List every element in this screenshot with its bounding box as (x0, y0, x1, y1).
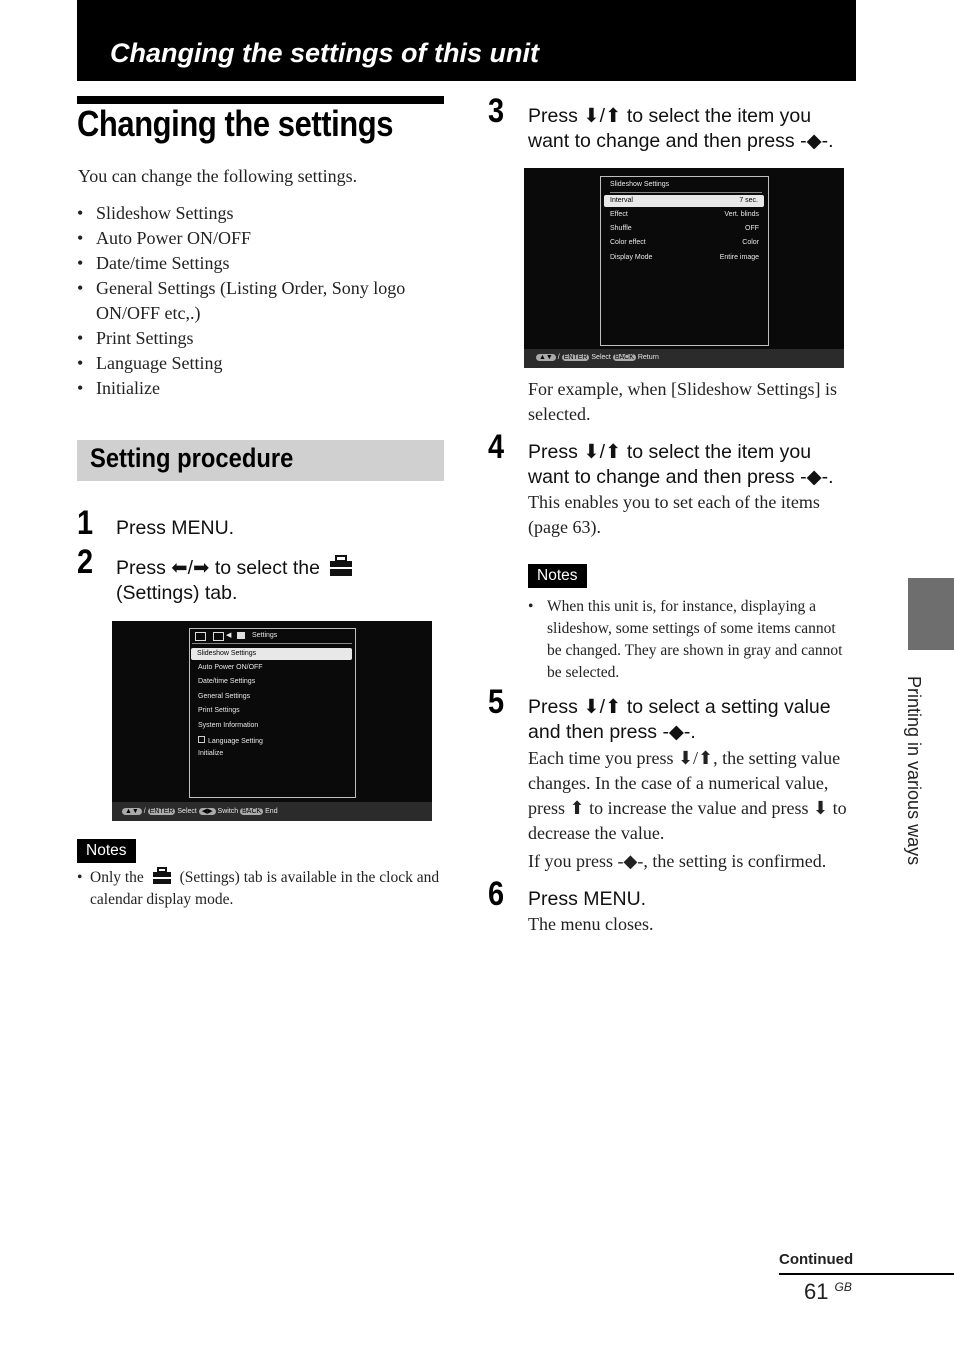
menu-item-highlighted (191, 648, 352, 660)
step-1-number: 1 (77, 504, 94, 542)
step-5-text: Press ⬇/⬆ to select a setting value and then press -◆-. (528, 696, 831, 743)
step-2-text (116, 555, 416, 606)
footer-select: Select (177, 808, 197, 815)
step-4-body: This enables you to set each of the items (page 63). (528, 492, 820, 537)
left-right-arrows-icon: ⬅/➡ (171, 557, 210, 579)
leftright-button-icon: ◀▶ (199, 808, 216, 815)
row-label: Interval (610, 197, 633, 204)
back-badge: BACK (614, 354, 634, 361)
updown-button-icon: ▲▼ (536, 354, 556, 361)
menu-footer-bar (112, 802, 432, 821)
down-up-arrows-icon: ⬇/⬆ (677, 748, 714, 768)
step-3-pre: Press (528, 105, 578, 127)
row-label: Display Mode (610, 254, 653, 261)
menu-tab-bar (192, 631, 352, 644)
settings-tab-label: Settings (252, 632, 278, 639)
note-bullet: • (77, 869, 83, 886)
up-arrow-icon: ⬆ (569, 798, 585, 818)
row-value: Entire image (719, 254, 759, 261)
step-6-text: Press MENU. (528, 888, 647, 910)
step-4-mid: to select the item you (626, 441, 812, 463)
menu-item-label: Language Setting (208, 738, 263, 745)
page-suffix: GB (834, 1280, 852, 1294)
enter-badge: ENTER (149, 808, 174, 815)
note-left-b: (Settings) tab is available in the clock and calendar display mode. (90, 869, 440, 908)
step-5-confirm (528, 849, 858, 874)
step-4-text: Press ⬇/⬆ to select the item you want to change and then press -◆-. (528, 441, 834, 488)
step-2-pre: Press (116, 557, 166, 579)
settings-list (77, 201, 437, 401)
slideshow-settings-screenshot (524, 168, 844, 368)
menu-item: Date/time Settings (198, 678, 256, 685)
row-value: OFF (745, 225, 759, 232)
step-2-post: (Settings) tab. (116, 582, 238, 604)
procedure-heading: Setting procedure (90, 443, 294, 473)
settings-tab-icon (237, 632, 245, 639)
menu-item: System Information (198, 722, 259, 729)
footer-end: End (265, 808, 278, 815)
section-banner (77, 0, 856, 81)
down-up-arrows-icon: ⬇/⬆ (583, 441, 622, 463)
note-left-a: Only the (90, 869, 144, 886)
play-tab-icon (213, 632, 224, 641)
footer-rule (779, 1273, 954, 1275)
chapter-tab (908, 578, 954, 650)
intro-text: You can change the following settings. (78, 166, 358, 186)
step-5-body-a: Each time you press (528, 748, 674, 768)
list-item: • Slideshow Settings (77, 201, 437, 226)
step-6-number: 6 (488, 875, 505, 913)
note-right-text: When this unit is, for instance, displaying a slideshow, some settings of some items cannot be changed. They are shown in gray and cannot be selected. (547, 598, 843, 681)
list-item: • Initialize (77, 376, 437, 401)
procedure-heading-box (77, 440, 444, 481)
step-2-number: 2 (77, 543, 94, 581)
footer-switch: Switch (217, 808, 239, 815)
settings-row-highlighted (604, 195, 764, 207)
menu-item-label: Slideshow Settings (197, 650, 257, 657)
enter-center-icon: -◆- (800, 130, 829, 152)
slideshow-heading: Slideshow Settings (610, 181, 762, 193)
note-bullet: • (528, 598, 534, 615)
step-5-confirm-a: If you press (528, 851, 613, 871)
triangle-left-icon: ◀ (226, 632, 232, 639)
step-5-mid: to select a setting value (626, 696, 831, 718)
down-arrow-icon: ⬇ (813, 798, 829, 818)
settings-row (610, 211, 759, 218)
settings-row (610, 239, 759, 246)
list-item: • General Settings (Listing Order, Sony logo ON/OFF etc,.) (77, 276, 437, 326)
settings-row (610, 225, 759, 232)
banner-title: Changing the settings of this unit (110, 38, 539, 68)
toolbox-settings-icon (329, 555, 353, 577)
step-1-text: Press MENU. (116, 517, 235, 539)
globe-icon (198, 736, 205, 743)
down-up-arrows-icon: ⬇/⬆ (583, 105, 622, 127)
step-6-body: The menu closes. (528, 914, 654, 934)
list-item: • Date/time Settings (77, 251, 437, 276)
page-number (804, 1279, 852, 1305)
menu-footer-hints: ▲▼ / ENTER Select BACK Return (536, 354, 659, 361)
step-4-pre: Press (528, 441, 578, 463)
step-3-number: 3 (488, 92, 505, 130)
chapter-label: Printing in various ways (904, 676, 924, 866)
menu-item: Initialize (198, 750, 224, 757)
step-5-body-c: to increase the value and press (589, 798, 809, 818)
step-3-line2: want to change and then press (528, 130, 795, 152)
list-item: • Language Setting (77, 351, 437, 376)
magnify-tab-icon (195, 632, 206, 641)
step-4-line2: want to change and then press (528, 466, 795, 488)
down-up-arrows-icon: ⬇/⬆ (583, 696, 622, 718)
notes-label-left: Notes (77, 839, 136, 863)
page-number-value: 61 (804, 1279, 829, 1304)
row-value: Vert. blinds (724, 211, 759, 218)
step-5-line2: and then press (528, 721, 658, 743)
step-5-body-d: to decrease the value. (528, 798, 847, 843)
row-value: 7 sec. (739, 197, 758, 204)
step-3-mid: to select the item you (626, 105, 812, 127)
enter-center-icon: -◆- (617, 851, 644, 871)
footer-select: Select (591, 354, 611, 361)
step-3-text: Press ⬇/⬆ to select the item you want to change and then press -◆-. (528, 105, 834, 152)
step-4-number: 4 (488, 428, 505, 466)
step-5-pre: Press (528, 696, 578, 718)
updown-button-icon: ▲▼ (122, 808, 142, 815)
row-value: Color (742, 239, 759, 246)
menu-item: General Settings (198, 693, 251, 700)
enter-center-icon: -◆- (662, 721, 691, 743)
menu-item: Auto Power ON/OFF (198, 664, 263, 671)
step-2-mid: to select the (214, 557, 320, 579)
settings-menu-screenshot (112, 621, 432, 821)
settings-row (610, 254, 759, 261)
row-label: Shuffle (610, 225, 632, 232)
step-5-body (528, 746, 858, 846)
step-5-number: 5 (488, 683, 505, 721)
example-caption: For example, when [Slideshow Settings] is selected. (528, 379, 837, 424)
page-title: Changing the settings (77, 103, 394, 144)
list-item: • Auto Power ON/OFF (77, 226, 437, 251)
step-5-body-b: , the setting value changes. In the case of a numerical value, press (528, 748, 841, 818)
footer-return: Return (637, 354, 659, 361)
row-label: Effect (610, 211, 628, 218)
list-item: • Print Settings (77, 326, 437, 351)
toolbox-settings-icon (152, 867, 172, 885)
note-left (77, 867, 447, 911)
note-right (528, 596, 848, 684)
enter-badge: ENTER (563, 354, 588, 361)
menu-item (198, 736, 263, 745)
notes-label-right: Notes (528, 564, 587, 588)
step-5-confirm-b: , the setting is confirmed. (643, 851, 827, 871)
menu-item: Print Settings (198, 707, 240, 714)
continued-label: Continued (779, 1251, 854, 1268)
back-badge: BACK (242, 808, 262, 815)
row-label: Color effect (610, 239, 646, 246)
menu-footer-bar (524, 349, 844, 368)
menu-footer-hints: ▲▼ / ENTER Select ◀▶ Switch BACK End (122, 807, 278, 815)
enter-center-icon: -◆- (800, 466, 829, 488)
